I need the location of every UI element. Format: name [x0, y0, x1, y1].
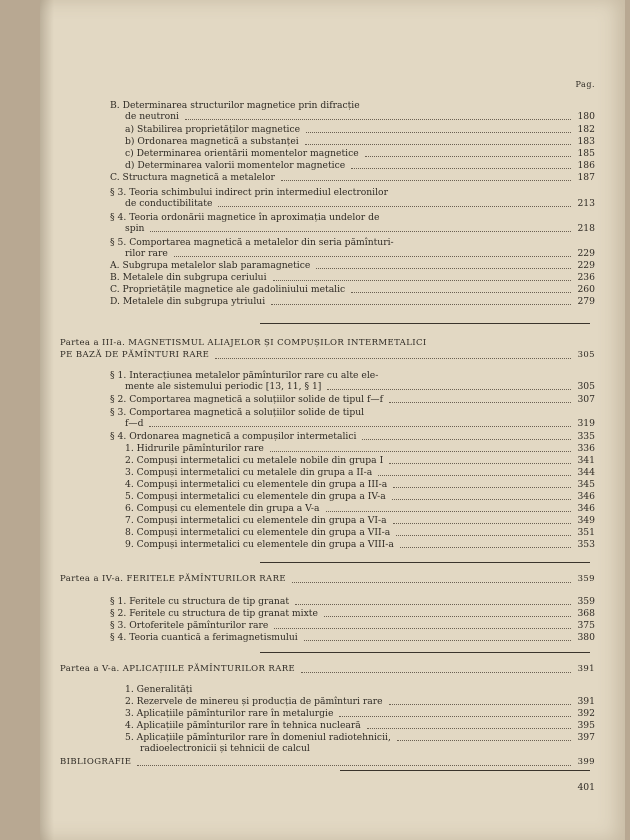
toc-page-number: 375 [577, 620, 595, 631]
toc-page-number: 341 [577, 455, 595, 466]
toc-entry [110, 394, 595, 405]
toc-page-number: 186 [577, 160, 595, 171]
toc-page-number: 229 [577, 248, 595, 259]
toc-entry [125, 527, 595, 538]
toc-entry [110, 296, 595, 307]
toc-leader-dots [271, 304, 571, 305]
toc-entry-title: 3. Aplicațiile pămînturilor rare în metalurgie [125, 708, 334, 719]
toc-entry [125, 148, 595, 159]
toc-page-number: 180 [577, 111, 595, 122]
toc-entry-title: rilor rare [125, 248, 168, 259]
toc-part-heading [60, 350, 595, 361]
toc-entry [125, 479, 595, 490]
toc-entry [110, 172, 595, 183]
toc-entry [110, 608, 595, 619]
toc-leader-dots [270, 451, 571, 452]
toc-entry [125, 539, 595, 550]
toc-entry [60, 782, 595, 793]
toc-entry [110, 212, 595, 223]
toc-entry-title: a) Stabilirea proprietăților magnetice [125, 124, 301, 135]
toc-leader-dots [137, 765, 571, 766]
toc-entry-title: 2. Rezervele de minereu și producția de pămînturi rare [125, 696, 383, 707]
toc-leader-dots [393, 487, 571, 488]
toc-entry-title: 5. Aplicațiile pămînturilor rare în domeniul radiotehnicii, [125, 732, 391, 743]
toc-entry-title: § 2. Feritele cu structura de tip granat mixte [110, 608, 318, 619]
toc-page-number: 319 [577, 418, 595, 429]
toc-page-number: 336 [577, 443, 595, 454]
toc-entry-title: c) Determinarea orientării momentelor magnetice [125, 148, 359, 159]
toc-page-number: 344 [577, 467, 595, 478]
toc-part-heading [60, 574, 595, 585]
toc-page-number: 305 [577, 381, 595, 392]
toc-entry [110, 237, 595, 248]
toc-entry [110, 100, 595, 111]
toc-page-number: 218 [577, 223, 595, 234]
toc-entry-title: b) Ordonarea magnetică a substanței [125, 136, 299, 147]
toc-entry [125, 124, 595, 135]
toc-entry-title: 4. Compuși intermetalici cu elementele din grupa a III-a [125, 479, 388, 490]
toc-entry [125, 491, 595, 502]
toc-leader-dots [149, 426, 571, 427]
toc-entry [110, 620, 595, 631]
toc-entry-title: § 4. Ordonarea magnetică a compușilor intermetalici [110, 431, 357, 442]
toc-page-number: 307 [577, 394, 595, 405]
toc-leader-dots [306, 132, 571, 133]
toc-entry [140, 743, 595, 754]
toc-entry-title: BIBLIOGRAFIE [60, 757, 132, 767]
toc-entry-title: C. Proprietățile magnetice ale gadoliniului metalic [110, 284, 346, 295]
toc-entry [125, 503, 595, 514]
toc-page-number: 346 [577, 503, 595, 514]
toc-leader-dots [150, 231, 571, 232]
toc-entry-title: Partea a V-a. APLICAȚIILE PĂMÎNTURILOR RARE [60, 664, 296, 674]
toc-entry-title: 5. Compuși intermetalici cu elementele din grupa a IV-a [125, 491, 386, 502]
toc-part-heading [60, 664, 595, 675]
toc-leader-dots [351, 168, 571, 169]
toc-entry-title: § 4. Teoria cuantică a ferimagnetismului [110, 632, 298, 643]
toc-page-number: 213 [577, 198, 595, 209]
toc-leader-dots [389, 463, 571, 464]
toc-entry-title: C. Structura magnetică a metalelor [110, 172, 275, 183]
toc-page-number: 353 [577, 539, 595, 550]
toc-leader-dots [301, 672, 571, 673]
toc-entry [125, 160, 595, 171]
toc-entry [125, 443, 595, 454]
toc-entry-title: B. Determinarea structurilor magnetice prin difracție [110, 100, 360, 111]
toc-entry [110, 284, 595, 295]
toc-page-number: 401 [577, 782, 595, 793]
toc-entry-title: 1. Generalități [125, 684, 193, 695]
toc-leader-dots [396, 535, 571, 536]
toc-leader-dots [281, 180, 571, 181]
toc-entry-title: 1. Hidrurile pămînturilor rare [125, 443, 264, 454]
toc-entry [125, 720, 595, 731]
toc-entry-title: B. Metalele din subgrupa ceriului [110, 272, 267, 283]
toc-leader-dots [351, 292, 571, 293]
toc-leader-dots [274, 628, 571, 629]
toc-leader-dots [316, 268, 571, 269]
toc-entry-title: 4. Aplicațiile pămînturilor rare în tehnica nucleară [125, 720, 361, 731]
toc-page-number: 183 [577, 136, 595, 147]
toc-page-number: 185 [577, 148, 595, 159]
toc-page-number: 305 [577, 350, 595, 360]
toc-page-number: 391 [577, 664, 595, 674]
toc-page-number: 368 [577, 608, 595, 619]
toc-leader-dots [365, 156, 571, 157]
toc-page-number: 236 [577, 272, 595, 283]
toc-page-number: 260 [577, 284, 595, 295]
toc-entry-title: radioelectronicii și tehnicii de calcul [140, 743, 310, 754]
toc-page-number: 279 [577, 296, 595, 307]
toc-entry-title: 6. Compuși cu elementele din grupa a V-a [125, 503, 320, 514]
toc-entry-title: D. Metalele din subgrupa ytriului [110, 296, 266, 307]
toc-entry-title: A. Subgrupa metalelor slab paramagnetice [110, 260, 311, 271]
toc-entry-title: 3. Compuși intermetalici cu metalele din grupa a II-a [125, 467, 373, 478]
toc-page-number: 351 [577, 527, 595, 538]
section-rule [260, 652, 590, 653]
toc-page-number: 345 [577, 479, 595, 490]
toc-leader-dots [215, 358, 571, 359]
toc-entry [110, 260, 595, 271]
toc-page-number: 229 [577, 260, 595, 271]
toc-leader-dots [305, 144, 571, 145]
toc-leader-dots [393, 523, 571, 524]
toc-entry-title: de neutroni [125, 111, 179, 122]
toc-leader-dots [397, 740, 571, 741]
toc-entry [110, 407, 595, 418]
toc-leader-dots [400, 547, 571, 548]
toc-part-heading [60, 338, 595, 349]
toc-entry [125, 467, 595, 478]
toc-page-number: 380 [577, 632, 595, 643]
toc-leader-dots [327, 389, 571, 390]
toc-entry [125, 111, 595, 122]
toc-entry [125, 381, 595, 392]
toc-leader-dots [304, 640, 571, 641]
toc-entry [110, 431, 595, 442]
toc-page-number: 391 [577, 696, 595, 707]
toc-entry-title: § 5. Comportarea magnetică a metalelor din seria pămînturi- [110, 237, 394, 248]
toc-page-number: 349 [577, 515, 595, 526]
toc-leader-dots [324, 616, 571, 617]
toc-entry [125, 418, 595, 429]
toc-leader-dots [392, 499, 571, 500]
toc-entry-title: mente ale sistemului periodic [13, 11, § 1] [125, 381, 322, 392]
toc-entry [125, 708, 595, 719]
toc-entry [110, 272, 595, 283]
toc-page-number: 187 [577, 172, 595, 183]
toc-leader-dots [292, 582, 571, 583]
toc-entry-title: § 3. Ortoferitele pămînturilor rare [110, 620, 269, 631]
toc-page-number: 395 [577, 720, 595, 731]
toc-entry [125, 684, 595, 695]
toc-entry [110, 187, 595, 198]
section-rule [260, 323, 590, 324]
toc-leader-dots [339, 716, 571, 717]
toc-entry [125, 732, 595, 743]
toc-leader-dots [362, 439, 571, 440]
toc-entry [125, 248, 595, 259]
toc-entry [125, 696, 595, 707]
page-column-label: Pag. [575, 80, 595, 89]
toc-leader-dots [295, 604, 571, 605]
toc-page-number: 392 [577, 708, 595, 719]
toc-entry-title: § 1. Interacțiunea metalelor pămînturilor rare cu alte ele- [110, 370, 379, 381]
toc-entry-title: 7. Compuși intermetalici cu elementele din grupa a VI-a [125, 515, 387, 526]
toc-entry [125, 515, 595, 526]
toc-page-number: 346 [577, 491, 595, 502]
toc-entry [110, 632, 595, 643]
toc-entry-title: Partea a IV-a. FERITELE PĂMÎNTURILOR RARE [60, 574, 287, 584]
toc-entry [125, 198, 595, 209]
toc-leader-dots [367, 728, 571, 729]
toc-leader-dots [174, 256, 571, 257]
toc-part-heading [60, 757, 595, 768]
toc-leader-dots [389, 402, 571, 403]
toc-entry-title: 2. Compuși intermetalici cu metalele nobile din grupa I [125, 455, 384, 466]
toc-entry-title: § 1. Feritele cu structura de tip granat [110, 596, 290, 607]
toc-entry [110, 596, 595, 607]
toc-entry-title: § 2. Comportarea magnetică a soluțiilor solide de tipul f—f [110, 394, 384, 405]
toc-entry [125, 223, 595, 234]
toc-leader-dots [218, 206, 571, 207]
toc-leader-dots [389, 704, 571, 705]
toc-entry [110, 370, 595, 381]
toc-entry-title: § 4. Teoria ordonării magnetice în aproximația undelor de [110, 212, 380, 223]
toc-page-number: 397 [577, 732, 595, 743]
toc-page-number: 399 [577, 757, 595, 767]
section-rule [340, 770, 590, 771]
toc-leader-dots [185, 119, 571, 120]
toc-leader-dots [273, 280, 571, 281]
toc-leader-dots [326, 511, 571, 512]
toc-entry-title: § 3. Teoria schimbului indirect prin intermediul electronilor [110, 187, 388, 198]
toc-entry-title: d) Determinarea valorii momentelor magnetice [125, 160, 346, 171]
toc-leader-dots [378, 475, 571, 476]
toc-entry-title: de conductibilitate [125, 198, 213, 209]
section-rule [260, 562, 590, 563]
toc-entry-title: spin [125, 223, 145, 234]
toc-page-number: 335 [577, 431, 595, 442]
toc-entry-title: f—d [125, 418, 144, 429]
toc-page-number: 359 [577, 574, 595, 584]
toc-entry-title: § 3. Comportarea magnetică a soluțiilor solide de tipul [110, 407, 365, 418]
toc-entry-title: Partea a III-a. MAGNETISMUL ALIAJELOR ȘI COMPUȘILOR INTERMETALICI [60, 338, 427, 348]
toc-entry-title: PE BAZĂ DE PĂMÎNTURI RARE [60, 350, 210, 360]
toc-entry-title: 8. Compuși intermetalici cu elementele din grupa a VII-a [125, 527, 391, 538]
toc-page-number: 182 [577, 124, 595, 135]
toc-entry-title: 9. Compuși intermetalici cu elementele din grupa a VIII-a [125, 539, 394, 550]
toc-entry [125, 136, 595, 147]
book-page [40, 0, 625, 840]
toc-page-number: 359 [577, 596, 595, 607]
toc-entry [125, 455, 595, 466]
